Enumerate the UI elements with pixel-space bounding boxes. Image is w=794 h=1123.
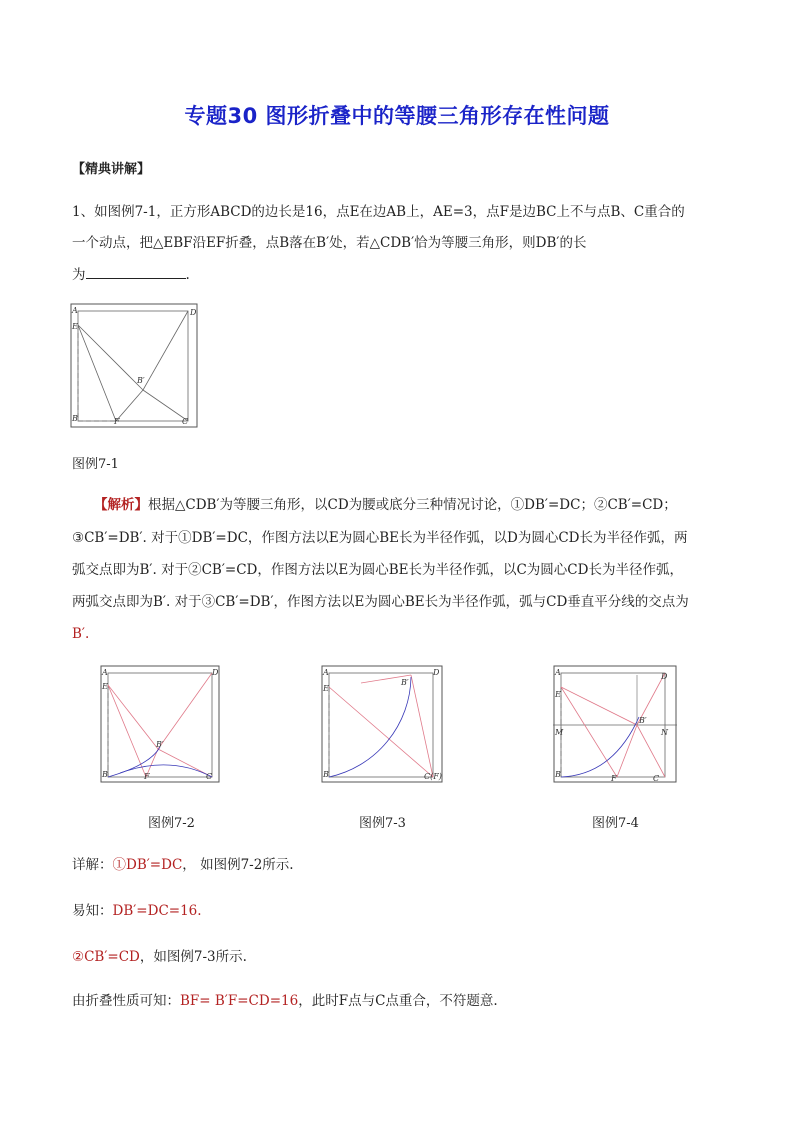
analysis-tag: 【解析】 (94, 497, 148, 513)
label-A: A (555, 668, 561, 677)
label-D: D (190, 308, 197, 317)
label-F: F (114, 417, 120, 426)
label-E: E (555, 690, 561, 699)
label-C: C(F) (424, 772, 442, 781)
detail-1-suffix: ， 如图例7-2所示. (182, 857, 294, 873)
label-F: F (611, 774, 617, 783)
label-Bp: B′ (401, 678, 409, 687)
problem-line-3-suffix: . (185, 267, 190, 283)
label-D: D (433, 668, 440, 677)
label-A: A (72, 306, 78, 315)
label-B: B (323, 770, 329, 779)
label-Bp: B′ (156, 740, 164, 749)
analysis-line-1-text: 根据△CDB′为等腰三角形，以CD为腰或底分三种情况讨论，①DB′=DC；②CB′=CD； (148, 497, 677, 513)
caption-7-4: 图例7-4 (592, 816, 639, 831)
label-C: C (206, 772, 213, 781)
analysis-line-2: ③CB′=DB′. 对于①DB′=DC，作图方法以E为圆心BE长为半径作弧，以D为圆心CD长为半径作弧，两 (72, 530, 688, 546)
detail-2-red: DB′=DC=16. (112, 903, 202, 919)
detail-4-red: BF= B′F=CD=16 (180, 993, 299, 1009)
detail-1-prefix: 详解： (72, 857, 113, 873)
label-D: D (661, 672, 668, 681)
section-heading: 【精典讲解】 (72, 162, 151, 177)
label-B: B (555, 770, 561, 779)
label-A: A (323, 668, 329, 677)
page-title: 专题30 图形折叠中的等腰三角形存在性问题 (184, 104, 610, 128)
label-E: E (72, 322, 78, 331)
label-C: C (653, 774, 660, 783)
figure-7-1 (70, 303, 198, 429)
analysis-line-4: 两弧交点即为B′. 对于③CB′=DB′，作图方法以E为圆心BE长为半径作弧，弧与CD垂直平分线的交点为 (72, 594, 689, 610)
detail-1-red: ①DB′=DC (112, 857, 183, 873)
problem-line-3-prefix: 为 (72, 267, 86, 283)
figure-7-4 (553, 665, 677, 783)
detail-line-3 (72, 948, 247, 966)
detail-line-1 (72, 856, 294, 874)
label-B: B (72, 414, 78, 423)
detail-line-2 (72, 902, 202, 920)
label-M: M (555, 728, 564, 737)
label-B: B (102, 770, 108, 779)
label-D: D (212, 668, 219, 677)
caption-7-1: 图例7-1 (72, 457, 119, 472)
detail-2-prefix: 易知： (72, 903, 113, 919)
label-N: N (661, 728, 668, 737)
label-E: E (102, 682, 108, 691)
detail-line-4 (72, 992, 498, 1010)
figure-7-3 (321, 665, 443, 783)
problem-line-2: 一个动点，把△EBF沿EF折叠，点B落在B′处，若△CDB′恰为等腰三角形，则DB′的长 (72, 235, 587, 251)
caption-7-2: 图例7-2 (148, 816, 195, 831)
label-E: E (323, 684, 329, 693)
analysis-line-3: 弧交点即为B′. 对于②CB′=CD，作图方法以E为圆心BE长为半径作弧，以C为圆心CD长为半径作弧， (72, 562, 683, 578)
analysis-line-1 (94, 496, 677, 514)
analysis-line-5: B′. (72, 626, 90, 642)
problem-line-1: 1、如图例7-1，正方形ABCD的边长是16，点E在边AB上，AE=3，点F是边BC上不与点B、C重合的 (72, 204, 685, 220)
figure-7-2 (100, 665, 220, 783)
label-Bp: B′ (639, 716, 647, 725)
label-F: F (144, 772, 150, 781)
detail-4-prefix: 由折叠性质可知： (72, 993, 180, 1009)
label-C: C (182, 417, 189, 426)
detail-3-red: ②CB′=CD (72, 949, 140, 965)
label-Bp: B′ (137, 376, 145, 385)
detail-3-suffix: ，如图例7-3所示. (139, 949, 247, 965)
answer-blank (86, 266, 186, 279)
problem-line-3 (72, 266, 190, 284)
label-A: A (102, 668, 108, 677)
caption-7-3: 图例7-3 (359, 816, 406, 831)
detail-4-suffix: ，此时F点与C点重合，不符题意. (298, 993, 498, 1009)
